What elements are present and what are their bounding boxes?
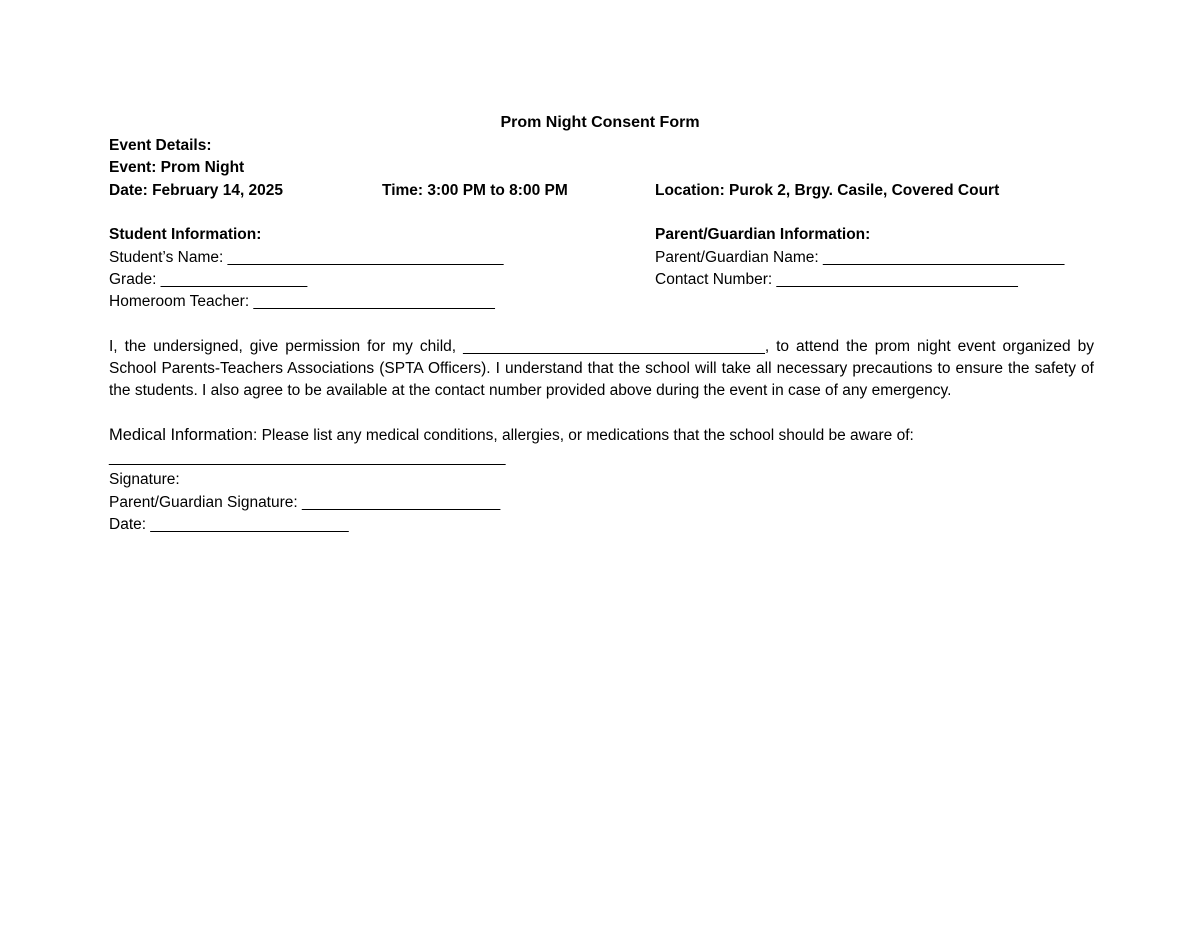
parent-name-field: Parent/Guardian Name: ____________________________ bbox=[655, 249, 1065, 266]
contact-number-field: Contact Number: ____________________________ bbox=[655, 271, 1018, 288]
event-name: Event: Prom Night bbox=[109, 159, 245, 176]
signature-date-field: Date: _______________________ bbox=[109, 516, 349, 533]
parent-signature-field: Parent/Guardian Signature: _______________________ bbox=[109, 494, 501, 511]
form-title: Prom Night Consent Form bbox=[500, 114, 700, 131]
signature-heading: Signature: bbox=[109, 471, 180, 488]
medical-blank-line: ______________________________________________ bbox=[109, 449, 506, 466]
student-name-field: Student’s Name: ________________________________ bbox=[109, 249, 504, 266]
event-location: Location: Purok 2, Brgy. Casile, Covered Court bbox=[655, 182, 1000, 199]
event-time: Time: 3:00 PM to 8:00 PM bbox=[382, 182, 568, 199]
parent-info-heading: Parent/Guardian Information: bbox=[655, 226, 871, 243]
medical-info-label: Medical Information bbox=[109, 426, 253, 444]
medical-info-line bbox=[109, 425, 914, 446]
student-info-heading: Student Information: bbox=[109, 226, 262, 243]
consent-paragraph: I, the undersigned, give permission for my child, ___________________________________, to attend the prom night event organized by School Parents-Teachers Associations (SPTA Officers). I understand that the school will take all necessary precautions to ensure the safety of the students. I also agree to be available at the contact number provided above during the event in case of any emergency. bbox=[109, 338, 1094, 399]
event-details-heading: Event Details: bbox=[109, 137, 212, 154]
homeroom-teacher-field: Homeroom Teacher: ____________________________ bbox=[109, 293, 495, 310]
medical-info-text: : Please list any medical conditions, allergies, or medications that the school should be aware of: bbox=[252, 427, 914, 444]
grade-field: Grade: _________________ bbox=[109, 271, 308, 288]
event-date: Date: February 14, 2025 bbox=[109, 182, 284, 199]
